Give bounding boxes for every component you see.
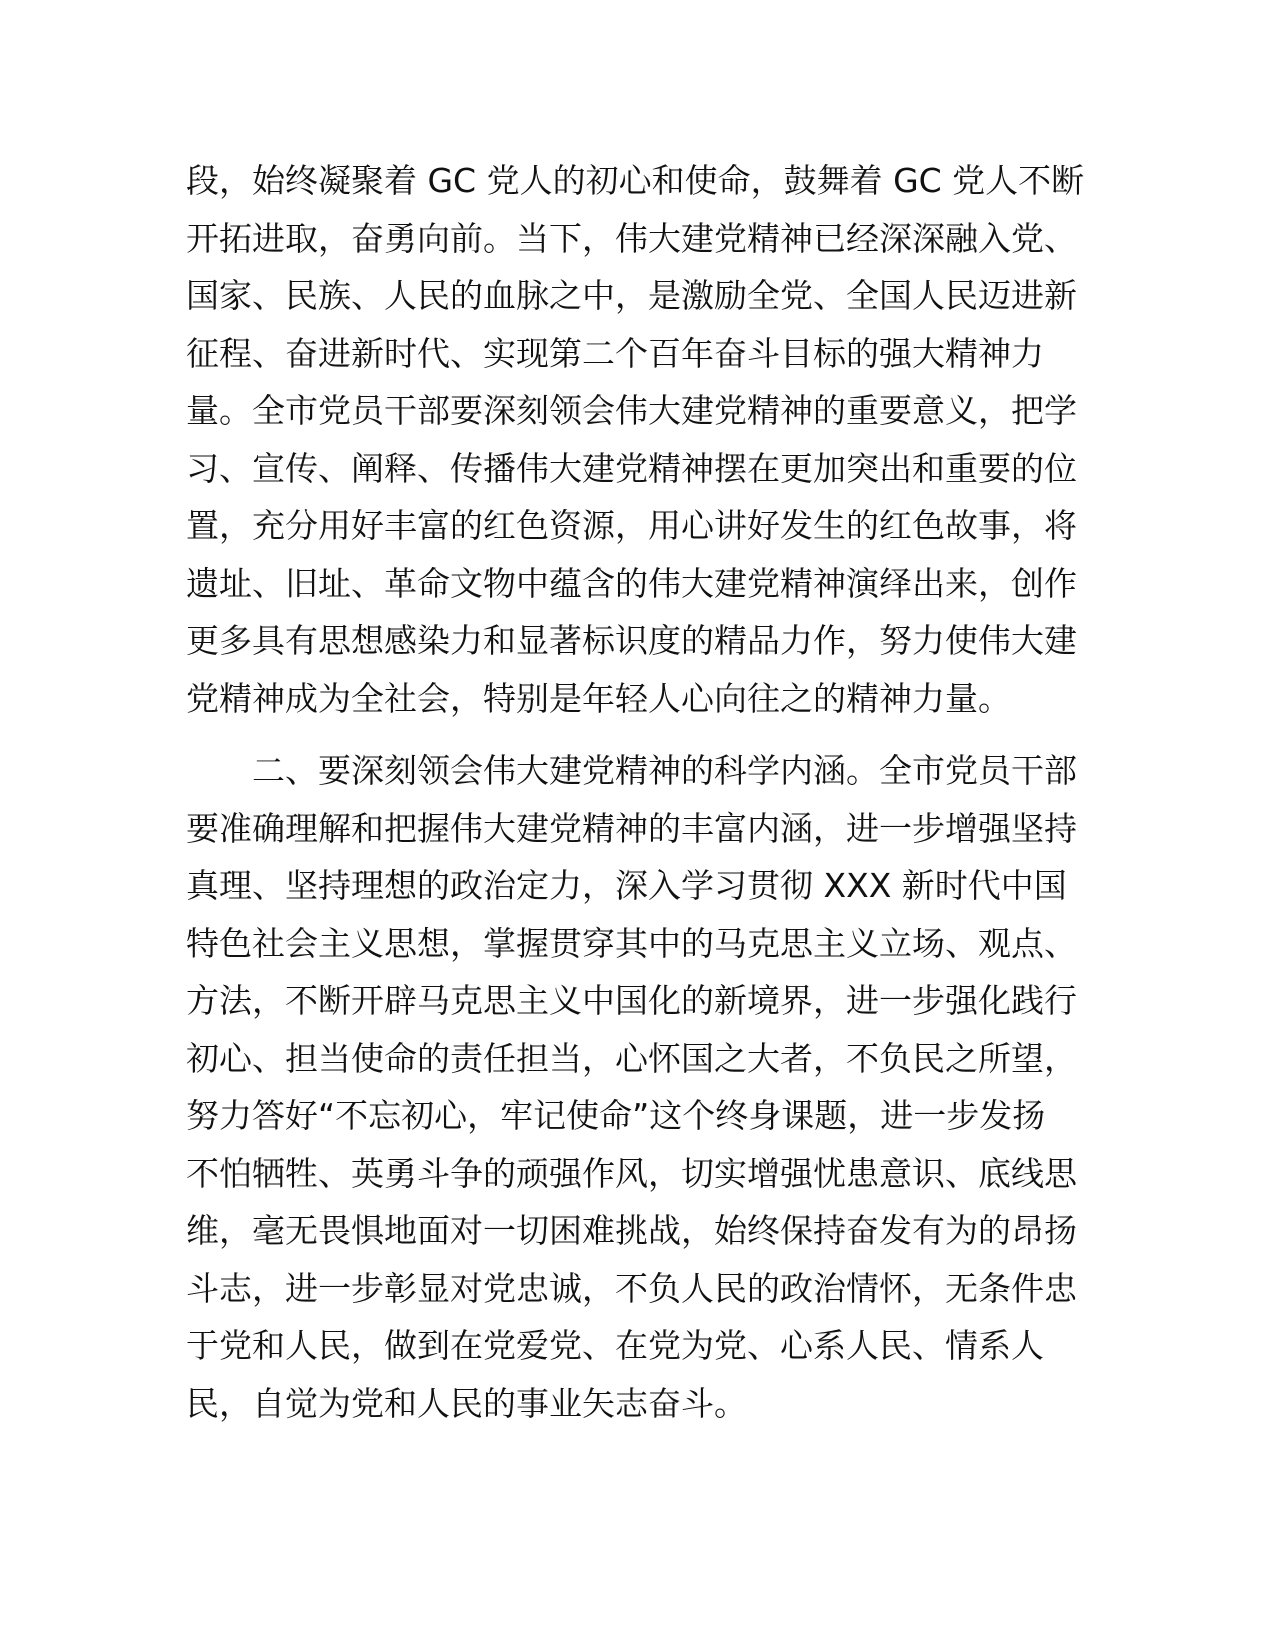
- paragraph-2-line-2: 要准确理解和把握伟大建党精神的丰富内涵，进一步增强坚持: [186, 808, 1077, 848]
- paragraph-1: [186, 152, 1086, 727]
- paragraph-2-line-4: 特色社会主义思想，掌握贯穿其中的马克思主义立场、观点、: [186, 923, 1077, 963]
- paragraph-2-line-10: 斗志，进一步彰显对党忠诚，不负人民的政治情怀，无条件忠: [186, 1268, 1077, 1308]
- paragraph-2-line-11: 于党和人民，做到在党爱党、在党为党、心系人民、情系人: [186, 1326, 1044, 1365]
- paragraph-2-line-6: 初心、担当使命的责任担当，心怀国之大者，不负民之所望，: [186, 1038, 1077, 1078]
- paragraph-1-line-2: 开拓进取，奋勇向前。当下，伟大建党精神已经深深融入党、: [186, 218, 1077, 258]
- paragraph-1-line-7: 置，充分用好丰富的红色资源，用心讲好发生的红色故事，将: [186, 506, 1077, 545]
- paragraph-1-line-6: 习、宣传、阐释、传播伟大建党精神摆在更加突出和重要的位: [186, 448, 1077, 488]
- paragraph-2-line-3: 真理、坚持理想的政治定力，深入学习贯彻 XXX 新时代中国: [186, 866, 1067, 905]
- paragraph-2-line-7: 努力答好“不忘初心，牢记使命”这个终身课题，进一步发扬: [186, 1096, 1046, 1135]
- document-body: [186, 152, 1086, 1432]
- paragraph-1-line-8: 遗址、旧址、革命文物中蕴含的伟大建党精神演绎出来，创作: [186, 563, 1077, 603]
- paragraph-2: [186, 742, 1086, 1432]
- paragraph-1-line-10: 党精神成为全社会，特别是年轻人心向往之的精神力量。: [186, 678, 1011, 718]
- paragraph-1-line-1: 段，始终凝聚着 GC 党人的初心和使命，鼓舞着 GC 党人不断: [186, 161, 1085, 200]
- paragraph-2-line-5: 方法，不断开辟马克思主义中国化的新境界，进一步强化践行: [186, 981, 1077, 1020]
- paragraph-1-line-3: 国家、民族、人民的血脉之中，是激励全党、全国人民迈进新: [186, 276, 1077, 315]
- paragraph-2-line-1: 二、要深刻领会伟大建党精神的科学内涵。全市党员干部: [252, 751, 1077, 790]
- paragraph-1-line-4: 征程、奋进新时代、实现第二个百年奋斗目标的强大精神力: [186, 333, 1044, 373]
- paragraph-2-line-9: 维，毫无畏惧地面对一切困难挑战，始终保持奋发有为的昂扬: [186, 1211, 1077, 1250]
- paragraph-2-line-12: 民，自觉为党和人民的事业矢志奋斗。: [186, 1383, 747, 1423]
- paragraph-1-line-5: 量。全市党员干部要深刻领会伟大建党精神的重要意义，把学: [186, 391, 1077, 430]
- paragraph-spacer: [186, 727, 1086, 742]
- paragraph-2-line-8: 不怕牺牲、英勇斗争的顽强作风，切实增强忧患意识、底线思: [186, 1153, 1077, 1193]
- paragraph-1-line-9: 更多具有思想感染力和显著标识度的精品力作，努力使伟大建: [186, 621, 1077, 660]
